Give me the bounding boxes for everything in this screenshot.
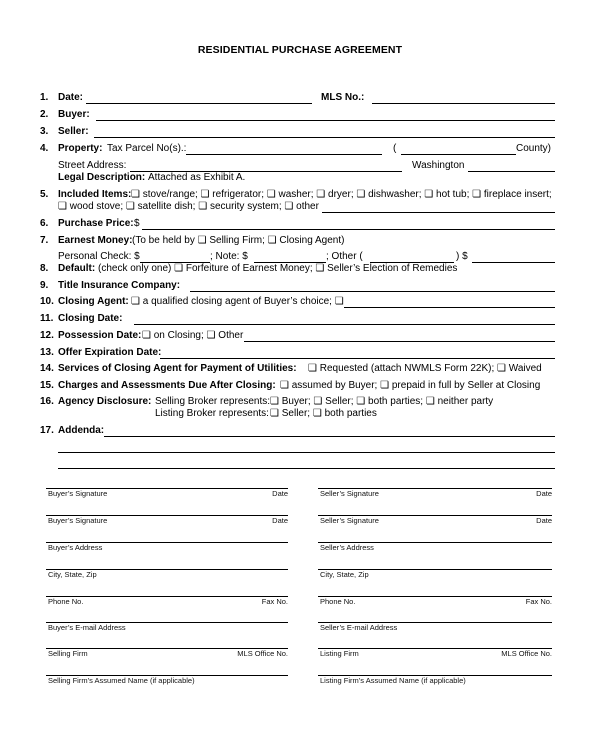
date-label: Date: <box>58 92 84 103</box>
seller-signature-right-label: MLS Office No. <box>501 649 552 658</box>
closing-agent-label: Closing Agent: <box>58 296 129 307</box>
purchase-price-field[interactable] <box>142 229 555 230</box>
purchase-price-label: Purchase Price: <box>58 218 134 229</box>
item-number: 4. <box>40 143 49 154</box>
item-number: 1. <box>40 92 49 103</box>
item-number: 8. <box>40 263 49 274</box>
title-insurance-label: Title Insurance Company: <box>58 280 181 291</box>
buyer-signature-right-label: MLS Office No. <box>237 649 288 658</box>
zip-field[interactable] <box>468 171 555 172</box>
buyer-signature-label: Buyer’s Signature <box>48 516 108 525</box>
buyer-signature-label: Phone No. <box>48 597 84 606</box>
agency-disclosure-label: Agency Disclosure: <box>58 396 152 407</box>
closing-agent-other-field[interactable] <box>344 307 555 308</box>
offer-expiration-field[interactable] <box>160 358 555 359</box>
legal-description-label: Legal Description: <box>58 172 146 183</box>
included-items-label: Included Items: <box>58 189 132 200</box>
addenda-label: Addenda: <box>58 425 105 436</box>
item-number: 2. <box>40 109 49 120</box>
buyer-signature-right-label: Date <box>272 489 288 498</box>
charges-options[interactable]: ❏ assumed by Buyer; ❏ prepaid in full by Seller at Closing <box>280 380 541 391</box>
dollar-sign: $ <box>134 218 140 229</box>
buyer-signature-label: City, State, Zip <box>48 570 97 579</box>
listing-broker-label: Listing Broker represents: <box>155 408 269 419</box>
seller-signature-right-label: Date <box>536 489 552 498</box>
item-number: 5. <box>40 189 49 200</box>
item-number: 17. <box>40 425 54 436</box>
default-label: Default: <box>58 263 96 274</box>
city-text: Washington <box>412 160 465 171</box>
paren-open: ( <box>393 143 397 154</box>
item-number: 6. <box>40 218 49 229</box>
item-number: 9. <box>40 280 49 291</box>
closing-agent-options[interactable]: ❏ a qualified closing agent of Buyer’s choice; ❏ <box>131 296 344 307</box>
possession-options[interactable]: ❏ on Closing; ❏ Other <box>142 330 244 341</box>
seller-signature-label: Listing Firm’s Assumed Name (if applicable) <box>320 676 466 685</box>
closing-date-field[interactable] <box>134 324 555 325</box>
seller-signature-label: Seller’s Signature <box>320 516 379 525</box>
included-items-options[interactable]: ❏ stove/range; ❏ refrigerator; ❏ washer; ❏ dryer; ❏ dishwasher; ❏ hot tub; ❏ fireplace insert; <box>131 189 552 200</box>
other-label: ; Other ( <box>326 251 363 262</box>
buyer-signature-right-label: Fax No. <box>261 597 288 606</box>
charges-label: Charges and Assessments Due After Closing: <box>58 380 276 391</box>
other-amount-field[interactable] <box>472 262 555 263</box>
earnest-money-label: Earnest Money: <box>58 235 133 246</box>
title-insurance-field[interactable] <box>190 291 555 292</box>
item-number: 12. <box>40 330 54 341</box>
listing-broker-options[interactable]: ❏ Seller; ❏ both parties <box>270 408 377 419</box>
offer-expiration-label: Offer Expiration Date: <box>58 347 162 358</box>
county-label: County) <box>516 143 552 154</box>
closing-date-label: Closing Date: <box>58 313 123 324</box>
services-label: Services of Closing Agent for Payment of Utilities: <box>58 363 297 374</box>
page-title: RESIDENTIAL PURCHASE AGREEMENT <box>197 44 403 56</box>
item-number: 14. <box>40 363 54 374</box>
seller-signature-label: Listing Firm <box>320 649 359 658</box>
item-number: 15. <box>40 380 54 391</box>
buyer-signature-label: Buyer’s Address <box>48 543 103 552</box>
seller-signature-right-label: Date <box>536 516 552 525</box>
buyer-signature-label: Selling Firm’s Assumed Name (if applicable) <box>48 676 195 685</box>
property-label: Property: <box>58 143 103 154</box>
seller-field[interactable] <box>94 137 555 138</box>
county-field[interactable] <box>401 154 516 155</box>
seller-signature-label: Seller’s Address <box>320 543 374 552</box>
note-label: ; Note: $ <box>210 251 248 262</box>
seller-signature-label: Phone No. <box>320 597 356 606</box>
buyer-signature-label: Selling Firm <box>48 649 88 658</box>
addenda-field-3[interactable] <box>58 468 555 469</box>
addenda-field-2[interactable] <box>58 452 555 453</box>
included-other-field[interactable] <box>322 212 555 213</box>
services-options[interactable]: ❏ Requested (attach NWMLS Form 22K); ❏ Waived <box>308 363 542 374</box>
buyer-signature-label: Buyer’s E-mail Address <box>48 623 126 632</box>
item-number: 7. <box>40 235 49 246</box>
buyer-field[interactable] <box>96 120 555 121</box>
seller-signature-right-label: Fax No. <box>525 597 552 606</box>
mls-label: MLS No.: <box>321 92 365 103</box>
item-number: 13. <box>40 347 54 358</box>
seller-signature-label: Seller’s E-mail Address <box>320 623 398 632</box>
possession-other-field[interactable] <box>244 341 555 342</box>
default-options[interactable]: (check only one) ❏ Forfeiture of Earnest Money; ❏ Seller’s Election of Remedies <box>98 263 458 274</box>
mls-field[interactable] <box>372 103 555 104</box>
item-number: 3. <box>40 126 49 137</box>
selling-broker-options[interactable]: ❏ Buyer; ❏ Seller; ❏ both parties; ❏ neither party <box>270 396 494 407</box>
tax-parcel-label: Tax Parcel No(s).: <box>107 143 187 154</box>
other-dollar-label: ) $ <box>456 251 468 262</box>
item-number: 16. <box>40 396 54 407</box>
buyer-signature-right-label: Date <box>272 516 288 525</box>
item-number: 11. <box>40 313 54 324</box>
item-number: 10. <box>40 296 54 307</box>
personal-check-label: Personal Check: $ <box>58 251 140 262</box>
tax-parcel-field[interactable] <box>186 154 382 155</box>
seller-label: Seller: <box>58 126 89 137</box>
selling-broker-label: Selling Broker represents: <box>155 396 271 407</box>
addenda-field[interactable] <box>104 436 555 437</box>
buyer-label: Buyer: <box>58 109 90 120</box>
buyer-signature-label: Buyer’s Signature <box>48 489 108 498</box>
date-field[interactable] <box>86 103 312 104</box>
seller-signature-label: City, State, Zip <box>320 570 369 579</box>
seller-signature-label: Seller’s Signature <box>320 489 379 498</box>
possession-date-label: Possession Date: <box>58 330 142 341</box>
street-address-label: Street Address: <box>58 160 127 171</box>
earnest-money-holder[interactable]: (To be held by ❏ Selling Firm; ❏ Closing Agent) <box>132 235 345 246</box>
legal-description-text: Attached as Exhibit A. <box>148 172 246 183</box>
included-items-options-2[interactable]: ❏ wood stove; ❏ satellite dish; ❏ security system; ❏ other <box>58 201 319 212</box>
